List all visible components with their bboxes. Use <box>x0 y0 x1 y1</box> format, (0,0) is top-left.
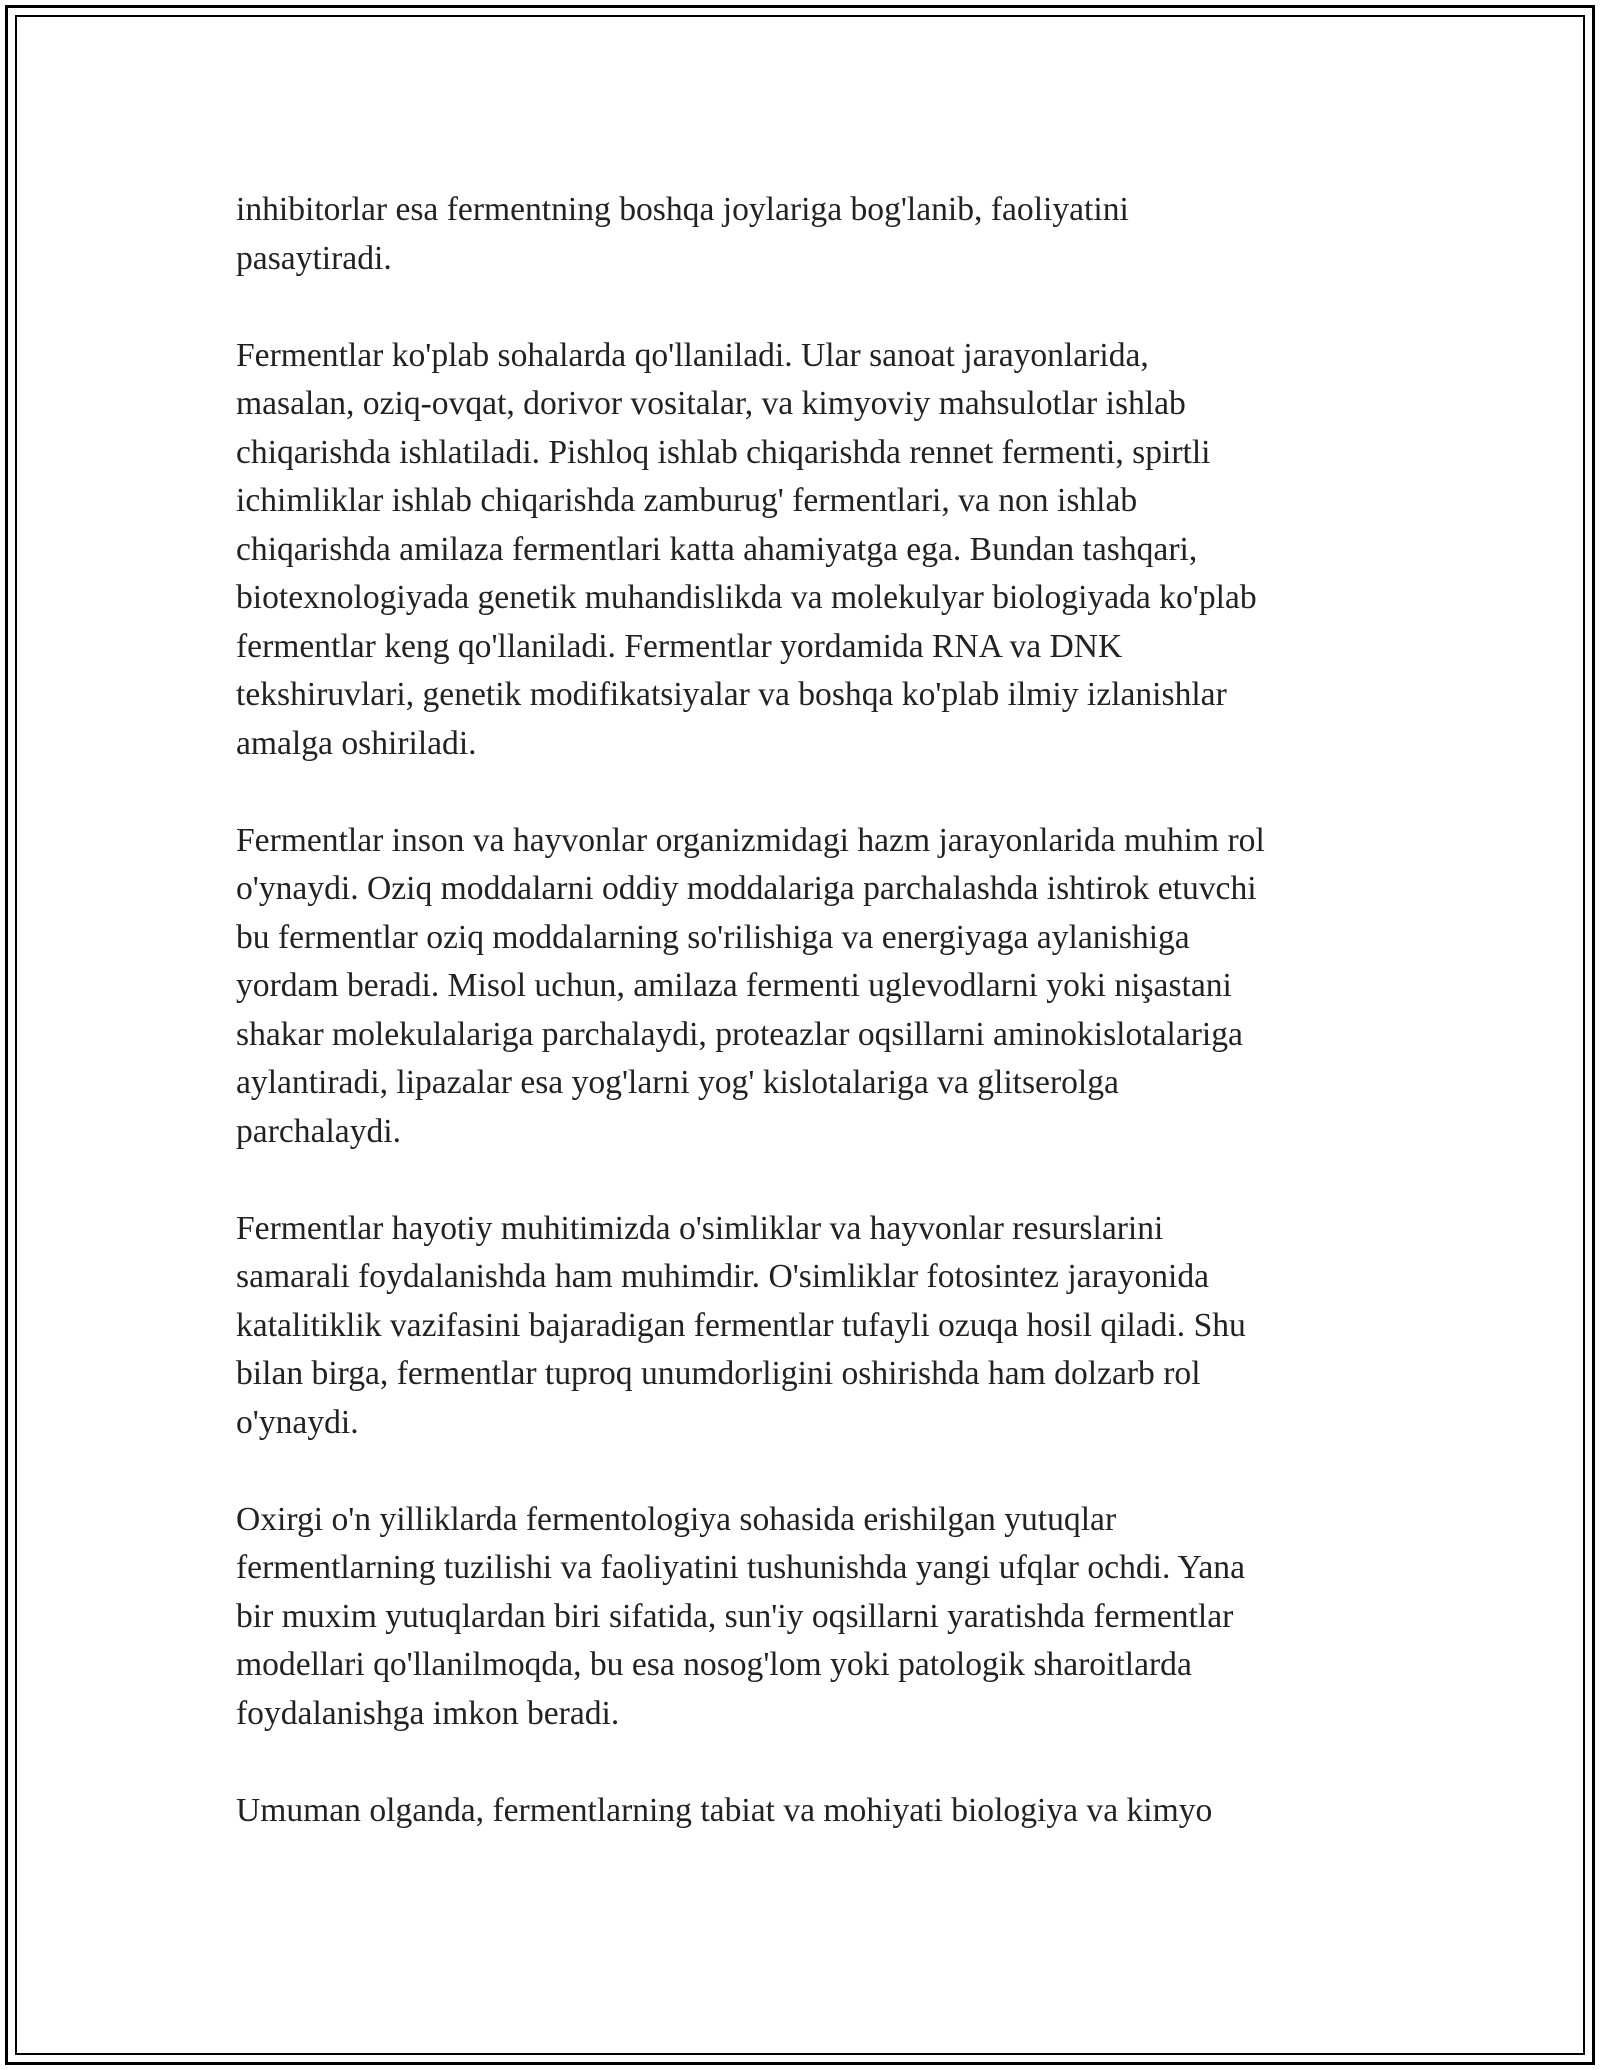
paragraph: Fermentlar ko'plab sohalarda qo'llaniladi. Ular sanoat jarayonlarida, masalan, oziq-ovqat, dorivor vositalar, va kimyoviy mahsulotlar ishlab chiqarishda ishlatiladi. Pishloq ishlab chiqarishda rennet fermenti, spirtli ichimliklar ishlab chiqarishda zamburug' fermentlari, va non ishlab chiqarishda amilaza fermentlari katta ahamiyatga ega. Bundan tashqari, biotexnologiyada genetik muhandislikda va molekulyar biologiyada ko'plab fermentlar keng qo'llaniladi. Fermentlar yordamida RNA va DNK tekshiruvlari, genetik modifikatsiyalar va boshqa ko'plab ilmiy izlanishlar amalga oshiriladi. <box>236 336 1257 762</box>
paragraph: Umuman olganda, fermentlarning tabiat va mohiyati biologiya va kimyo <box>236 1791 1213 1829</box>
paragraph: Fermentlar inson va hayvonlar organizmidagi hazm jarayonlarida muhim rol o'ynaydi. Oziq moddalarni oddiy moddalariga parchalashda ishtirok etuvchi bu fermentlar oziq moddalarning so'rilishiga va energiyaga aylanishiga yordam beradi. Misol uchun, amilaza fermenti uglevodlarni yoki nişastani shakar molekulalariga parchalaydi, proteazlar oqsillarni aminokislotalariga aylantiradi, lipazalar esa yog'larni yog' kislotalariga va glitserolga parchalaydi. <box>236 821 1265 1150</box>
paragraph: Fermentlar hayotiy muhitimizda o'simliklar va hayvonlar resurslarini samarali foydalanishda ham muhimdir. O'simliklar fotosintez jarayonida katalitiklik vazifasini bajaradigan fermentlar tufayli ozuqa hosil qiladi. Shu bilan birga, fermentlar tuproq unumdorligini oshirishda ham dolzarb rol o'ynaydi. <box>236 1209 1246 1441</box>
paragraph: inhibitorlar esa fermentning boshqa joylariga bog'lanib, faoliyatini pasaytiradi. <box>236 191 1129 277</box>
paragraph: Oxirgi o'n yilliklarda fermentologiya sohasida erishilgan yutuqlar fermentlarning tuzilishi va faoliyatini tushunishda yangi ufqlar ochdi. Yana bir muxim yutuqlardan biri sifatida, sun'iy oqsillarni yaratishda fermentlar modellari qo'llanilmoqda, bu esa nosog'lom yoki patologik sharoitlarda foydalanishga imkon beradi. <box>236 1500 1245 1732</box>
document-body <box>236 186 1360 1835</box>
